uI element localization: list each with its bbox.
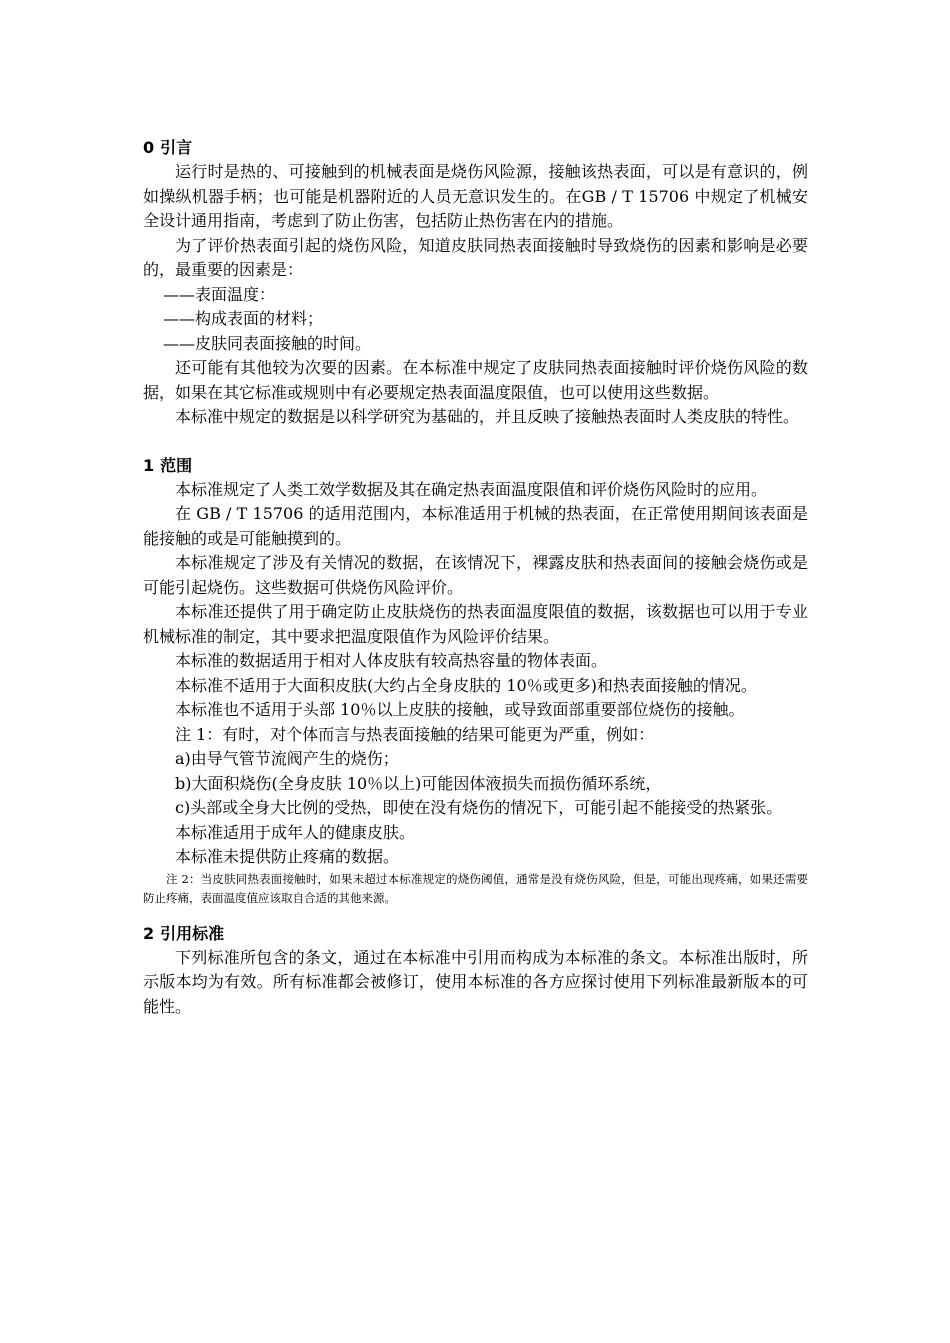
document-body	[143, 136, 808, 1019]
paragraph: 还可能有其他较为次要的因素。在本标准中规定了皮肤同热表面接触时评价烧伤风险的数据，如果在其它标准或规则中有必要规定热表面温度限值，也可以使用这些数据。	[143, 358, 808, 402]
paragraph: 本标准中规定的数据是以科学研究为基础的，并且反映了接触热表面时人类皮肤的特性。	[175, 407, 800, 426]
list-item: ——皮肤同表面接触的时间。	[163, 333, 372, 353]
section-title: 引言	[160, 138, 193, 157]
section-heading	[143, 136, 808, 160]
paragraph: 运行时是热的、可接触到的机械表面是烧伤风险源，接触该热表面，可以是有意识的，例如操纵机器手柄；也可能是机器附近的人员无意识发生的。在GB / T 15706 中规定了机械安全设计通用指南，考虑到了防止伤害，包括防止热伤害在内的措施。	[143, 162, 808, 230]
section-spacer	[143, 430, 808, 454]
section-introduction	[143, 136, 808, 430]
section-title: 范围	[160, 455, 193, 475]
paragraph: 本标准适用于成年人的健康皮肤。	[175, 822, 416, 842]
section-spacer	[143, 908, 808, 922]
section-number: 2	[143, 923, 155, 943]
paragraph: 为了评价热表面引起的烧伤风险，知道皮肤同热表面接触时导致烧伤的因素和影响是必要的，最重要的因素是：	[143, 235, 808, 279]
note: 注 1：有时，对个体而言与热表面接触的结果可能更为严重，例如：	[175, 724, 655, 744]
paragraph: 本标准还提供了用于确定防止皮肤烧伤的热表面温度限值的数据，该数据也可以用于专业机械标准的制定，其中要求把温度限值作为风险评价结果。	[143, 602, 808, 646]
paragraph: 本标准规定了涉及有关情况的数据，在该情况下，裸露皮肤和热表面间的接触会烧伤或是可能引起烧伤。这些数据可供烧伤风险评价。	[143, 553, 808, 597]
list-item: ——表面温度：	[163, 284, 276, 304]
section-normative-references	[143, 922, 808, 1020]
section-scope	[143, 454, 808, 908]
note-item: b)大面积烧伤(全身皮肤 10％以上)可能因体液损失而损伤循环系统，	[175, 773, 662, 793]
small-note: 注 2：当皮肤同热表面接触时，如果未超过本标准规定的烧伤阈值，通常是没有烧伤风险，但是，可能出现疼痛，如果还需要防止疼痛，表面温度值应该取自合适的其他来源。	[143, 871, 808, 905]
note-item: c)头部或全身大比例的受热，即使在没有烧伤的情况下，可能引起不能接受的热紧张。	[175, 798, 783, 817]
list-item: ——构成表面的材料；	[163, 309, 324, 328]
paragraph: 本标准规定了人类工效学数据及其在确定热表面温度限值和评价烧伤风险时的应用。	[175, 479, 768, 499]
section-number: 1	[143, 455, 155, 475]
paragraph: 本标准不适用于大面积皮肤(大约占全身皮肤的 10％或更多)和热表面接触的情况。	[175, 675, 757, 695]
paragraph: 本标准未提供防止疼痛的数据。	[175, 847, 400, 866]
section-number: 0	[143, 138, 155, 157]
note-item: a)由导气管节流阀产生的烧伤；	[175, 749, 399, 768]
section-heading	[143, 454, 808, 478]
paragraph: 在 GB / T 15706 的适用范围内，本标准适用于机械的热表面，在正常使用期间该表面是能接触的或是可能触摸到的。	[143, 504, 808, 548]
paragraph: 下列标准所包含的条文，通过在本标准中引用而构成为本标准的条文。本标准出版时，所示版本均为有效。所有标准都会被修订，使用本标准的各方应探讨使用下列标准最新版本的可能性。	[143, 947, 808, 1016]
section-heading	[143, 922, 808, 946]
paragraph: 本标准也不适用于头部 10％以上皮肤的接触，或导致面部重要部位烧伤的接触。	[175, 700, 745, 719]
section-title: 引用标准	[160, 923, 225, 943]
paragraph: 本标准的数据适用于相对人体皮肤有较高热容量的物体表面。	[175, 651, 608, 670]
